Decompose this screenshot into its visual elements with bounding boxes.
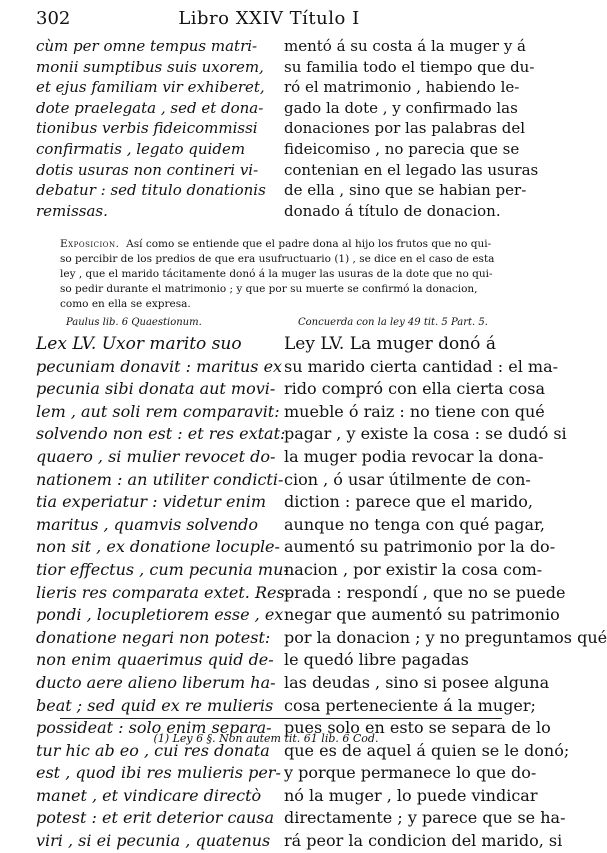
latin-line: dote praelegata , sed et dona- xyxy=(36,98,264,117)
page-header xyxy=(36,8,502,32)
spanish-line: rido compró con ella cierta cosa xyxy=(284,379,546,399)
spanish-line: donado á título de donacion. xyxy=(284,201,501,220)
spanish-line: cion , ó usar útilmente de con- xyxy=(284,469,531,489)
latin-line: beat ; sed quid ex re mulieris xyxy=(36,695,274,715)
law-spanish-column xyxy=(284,333,607,853)
latin-line: maritus , quamvis solvendo xyxy=(36,514,259,534)
spanish-line: su marido cierta cantidad : el ma- xyxy=(284,356,559,376)
latin-line: confirmatis , legato quidem xyxy=(36,139,246,158)
spanish-line: fideicomiso , no parecia que se xyxy=(284,139,520,158)
latin-line: ducto aere alieno liberum ha- xyxy=(36,672,276,692)
latin-line: Lex LV. Uxor marito suo xyxy=(36,334,242,354)
spanish-line: pues solo en esto se separa de lo xyxy=(284,718,551,738)
latin-line: pecuniam donavit : maritus ex xyxy=(36,356,283,376)
spanish-line: mueble ó raiz : no tiene con qué xyxy=(284,401,545,421)
footnote: (1) Ley 6 §. Non autem tit. 61 lib. 6 Cod. xyxy=(153,732,379,745)
spanish-line: rá peor la condicion del marido, si xyxy=(284,831,563,851)
latin-line: possideat : solo enim separa- xyxy=(36,718,272,738)
latin-line: nationem : an utiliter condicti- xyxy=(36,469,284,489)
exposicion-line xyxy=(60,237,502,252)
latin-line: manet , et vindicare directò xyxy=(36,785,262,805)
spanish-line: negar que aumentó su patrimonio xyxy=(284,605,560,625)
exposicion-line: ley , que el marido tácitamente donó á la muger las usuras de la dote que no qui- xyxy=(60,268,493,280)
page-number: 302 xyxy=(36,8,71,29)
exposicion-commentary xyxy=(60,237,502,312)
latin-line: et ejus familiam vir exhiberet, xyxy=(36,78,265,97)
spanish-line: prada : respondí , que no se puede xyxy=(284,582,566,602)
source-paulus: Paulus lib. 6 Quaestionum. xyxy=(66,317,202,328)
latin-line: non enim quaerimus quid de- xyxy=(36,650,274,670)
top-spanish-column xyxy=(284,36,539,221)
source-concordance: Concuerda con la ley 49 tit. 5 Part. 5. xyxy=(298,317,488,328)
exposicion-line: so percibir de los predios de que era usufructuario (1) , se dice en el caso de esta xyxy=(60,253,495,265)
latin-line: tia experiatur : videtur enim xyxy=(36,492,267,512)
spanish-line: diction : parece que el marido, xyxy=(284,492,533,512)
spanish-line: directamente ; y parece que se ha- xyxy=(284,808,566,828)
latin-line: lieris res comparata extet. Res- xyxy=(36,582,291,602)
spanish-line: cosa perteneciente á la muger; xyxy=(284,695,536,715)
spanish-line: de ella , sino que se habian per- xyxy=(284,181,527,200)
latin-line: tionibus verbis fideicommissi xyxy=(36,119,258,138)
source-citations xyxy=(36,317,502,331)
latin-line: non sit , ex donatione locuple- xyxy=(36,537,280,557)
latin-line: tior effectus , cum pecunia mu- xyxy=(36,559,289,579)
footnote-rule xyxy=(60,718,502,719)
top-latin-column xyxy=(36,36,268,221)
spanish-line: pagar , y existe la cosa : se dudó si xyxy=(284,424,567,444)
latin-line: cùm per omne tempus matri- xyxy=(36,37,258,55)
exposicion-label: Exposicion. xyxy=(60,238,120,250)
latin-line: pecunia sibi donata aut movi- xyxy=(36,379,276,399)
spanish-line: y porque permanece lo que do- xyxy=(284,763,537,783)
spanish-line: nó la muger , lo puede vindicar xyxy=(284,785,538,805)
latin-line: remissas. xyxy=(36,201,108,220)
exposicion-text: Así como se entiende que el padre dona al hijo los frutos que no qui- xyxy=(126,238,492,250)
spanish-line: la muger podia revocar la dona- xyxy=(284,446,544,466)
latin-line: solvendo non est : et res extat: xyxy=(36,424,286,444)
exposicion-line: como en ella se expresa. xyxy=(60,298,191,310)
latin-line: est , quod ibi res mulieris per- xyxy=(36,763,281,783)
spanish-line: por la donacion ; y no preguntamos qué xyxy=(284,627,607,647)
spanish-line: mentó á su costa á la muger y á xyxy=(284,37,526,55)
latin-line: monii sumptibus suis uxorem, xyxy=(36,57,264,76)
latin-line: potest : et erit deterior causa xyxy=(36,808,275,828)
spanish-line: gado la dote , y confirmado las xyxy=(284,98,518,117)
law-latin-column xyxy=(36,333,291,853)
latin-line: lem , aut soli rem comparavit: xyxy=(36,401,280,421)
latin-line: donatione negari non potest: xyxy=(36,627,271,647)
spanish-line: las deudas , sino si posee alguna xyxy=(284,672,550,692)
latin-line: dotis usuras non contineri vi- xyxy=(36,160,259,179)
spanish-line: aunque no tenga con qué pagar, xyxy=(284,514,545,534)
spanish-line: aumentó su patrimonio por la do- xyxy=(284,537,556,557)
latin-line: tur hic ab eo , cui res donata xyxy=(36,740,270,760)
running-title: Libro XXIV Título I xyxy=(178,8,360,29)
exposicion-line: so pedir durante el matrimonio ; y que por su muerte se confirmó la donacion, xyxy=(60,283,478,295)
spanish-line: nacion , por existir la cosa com- xyxy=(284,559,543,579)
spanish-line: su familia todo el tiempo que du- xyxy=(284,57,535,76)
latin-line: debatur : sed titulo donationis xyxy=(36,181,266,200)
spanish-line: le quedó libre pagadas xyxy=(284,650,469,670)
spanish-line: Ley LV. La muger donó á xyxy=(284,334,496,354)
spanish-line: ró el matrimonio , habiendo le- xyxy=(284,78,520,97)
latin-line: quaero , si mulier revocet do- xyxy=(36,446,276,466)
spanish-line: que es de aquel á quien se le donó; xyxy=(284,740,570,760)
latin-line: pondi , locupletiorem esse , ex xyxy=(36,605,284,625)
spanish-line: contenian en el legado las usuras xyxy=(284,160,539,179)
spanish-line: donaciones por las palabras del xyxy=(284,119,525,138)
latin-line: viri , si ei pecunia , quatenus xyxy=(36,831,271,851)
